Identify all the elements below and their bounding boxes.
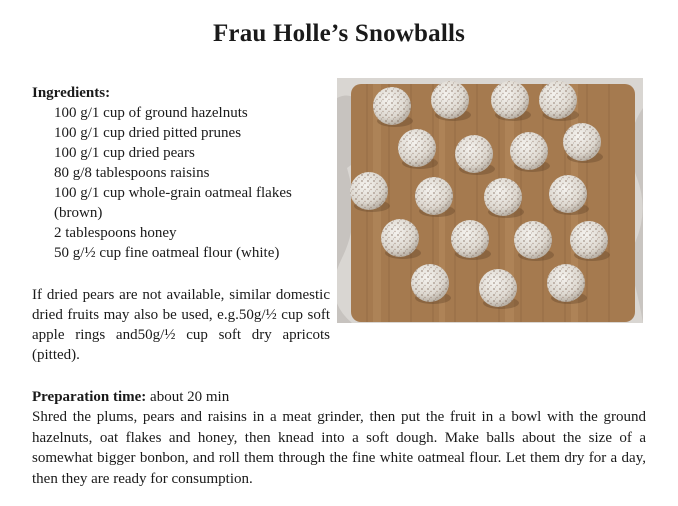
ingredient-item: 100 g/1 cup whole-grain oatmeal flakes (brown) bbox=[54, 185, 292, 221]
preparation-section bbox=[32, 387, 646, 489]
snowball-cocoa-speckle bbox=[350, 172, 388, 210]
ingredients-section bbox=[32, 83, 332, 263]
snowball-cocoa-speckle bbox=[484, 178, 522, 216]
snowball-cocoa-speckle bbox=[415, 177, 453, 215]
snowballs-photo bbox=[337, 78, 643, 323]
snowball-cocoa-speckle bbox=[411, 264, 449, 302]
ingredient-item: 100 g/1 cup dried pears bbox=[54, 145, 195, 161]
snowball-cocoa-speckle bbox=[381, 219, 419, 257]
snowball-cocoa-speckle bbox=[539, 81, 577, 119]
snowball-cocoa-speckle bbox=[514, 221, 552, 259]
ingredients-heading: Ingredients: bbox=[32, 85, 111, 101]
snowball-cocoa-speckle bbox=[451, 220, 489, 258]
snowball-cocoa-speckle bbox=[479, 269, 517, 307]
snowball-cocoa-speckle bbox=[549, 175, 587, 213]
snowball-cocoa-speckle bbox=[547, 264, 585, 302]
snowball-cocoa-speckle bbox=[491, 81, 529, 119]
preparation-text: Shred the plums, pears and raisins in a meat grinder, then put the fruit in a bowl with the ground hazelnuts, oat flakes and honey, then knead into a soft dough. Make balls about the size of a somewhat bigger bonbon, and roll them through the fine white oatmeal flour. Let them dry for a day, then they are ready for consumption. bbox=[32, 409, 646, 487]
page-title: Frau Holle’s Snowballs bbox=[212, 20, 466, 47]
ingredient-item: 100 g/1 cup dried pitted prunes bbox=[54, 125, 242, 141]
snowball-cocoa-speckle bbox=[563, 123, 601, 161]
snowball-cocoa-speckle bbox=[373, 87, 411, 125]
preparation-time: about 20 min bbox=[150, 389, 230, 405]
snowball-cocoa-speckle bbox=[510, 132, 548, 170]
snowball-cocoa-speckle bbox=[455, 135, 493, 173]
ingredient-item: 2 tablespoons honey bbox=[54, 225, 177, 241]
ingredient-item: 80 g/8 tablespoons raisins bbox=[54, 165, 210, 181]
preparation-label: Preparation time: bbox=[32, 389, 147, 405]
ingredients-list bbox=[32, 103, 332, 263]
substitution-note: If dried pears are not available, similar domestic dried fruits may also be used, e.g.50g/½ cup soft apple rings and50g/½ cup soft dry apricots (pitted). bbox=[32, 287, 330, 363]
snowball-cocoa-speckle bbox=[398, 129, 436, 167]
ingredient-item: 100 g/1 cup of ground hazelnuts bbox=[54, 105, 248, 121]
ingredient-item: 50 g/½ cup fine oatmeal flour (white) bbox=[54, 245, 280, 261]
snowball-cocoa-speckle bbox=[570, 221, 608, 259]
snowball-cocoa-speckle bbox=[431, 81, 469, 119]
